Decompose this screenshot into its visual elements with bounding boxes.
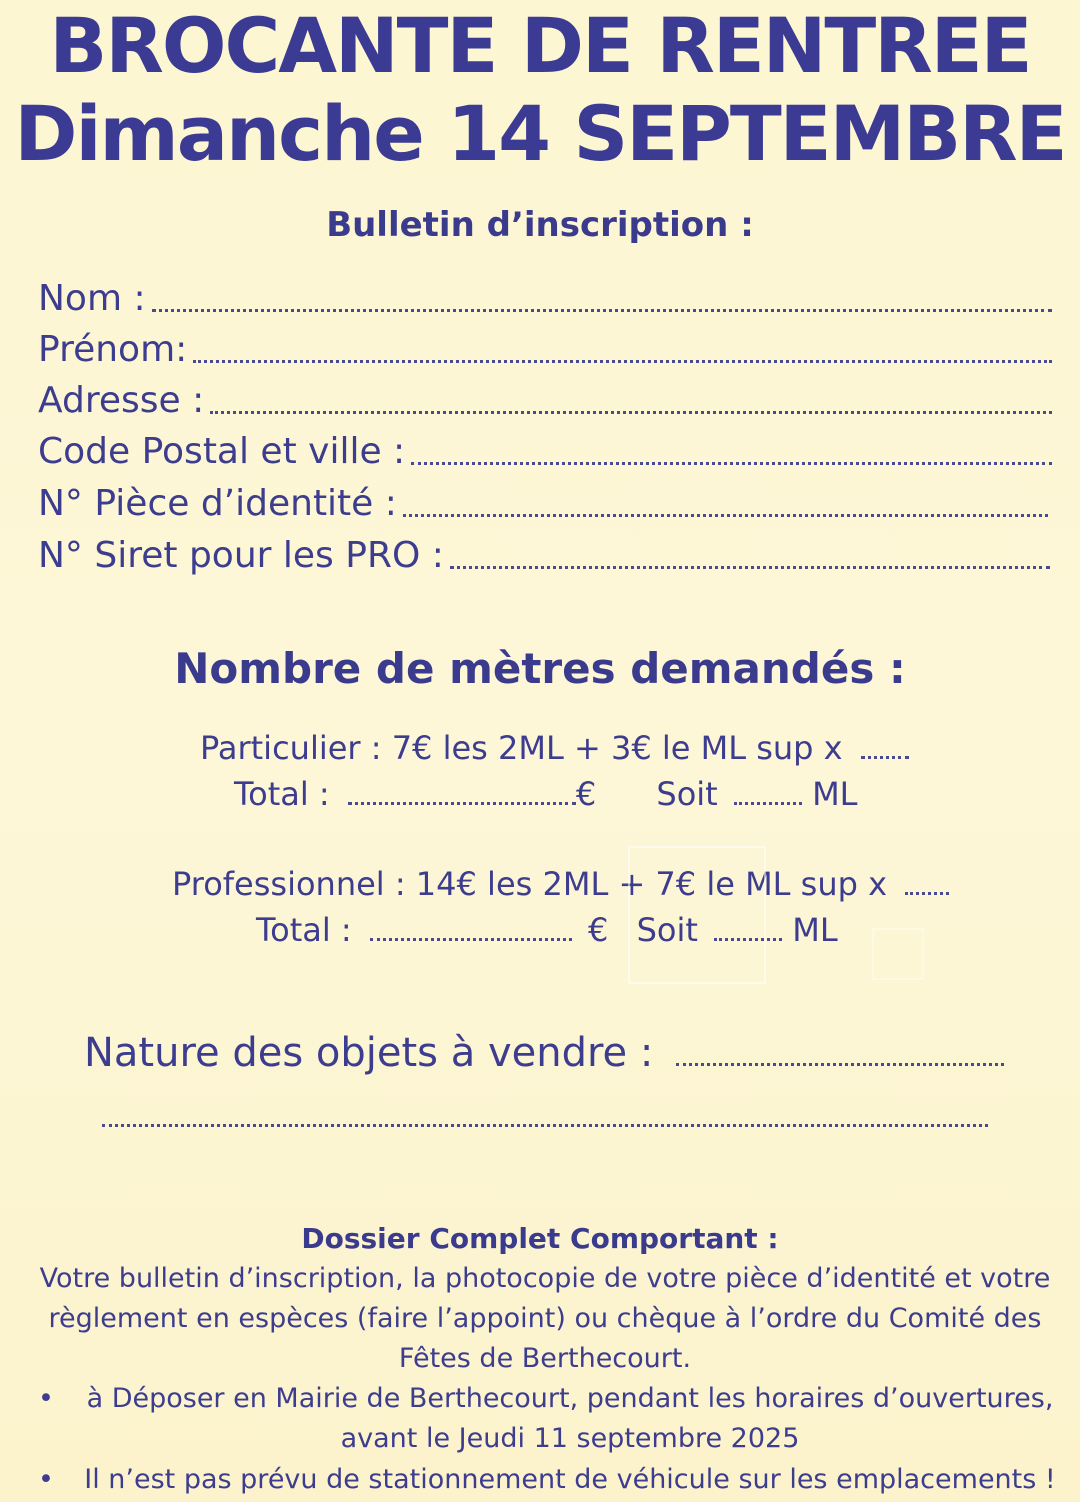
professionnel-soit-label: Soit [636,911,698,949]
nature-objets-second-line[interactable] [102,1120,988,1127]
particulier-soit-label: Soit [656,775,718,813]
faint-square-overlay [872,928,924,980]
event-date: Dimanche 14 SEPTEMBRE [14,89,1066,178]
particulier-total-line [234,774,858,814]
code-postal-label: Code Postal et ville : [38,431,406,472]
particulier-rate-line [200,728,909,768]
adresse-field[interactable] [38,378,1052,424]
adresse-dotted-line [210,401,1052,414]
professionnel-rate-line [172,864,949,904]
particulier-total-label: Total : [234,775,330,813]
particulier-ml-blank[interactable] [734,794,802,805]
professionnel-unit: ML [792,911,838,949]
prenom-field[interactable] [38,327,1052,373]
nature-objets-field[interactable] [84,1028,1004,1078]
form-subtitle: Bulletin d’inscription : [326,205,754,245]
professionnel-rate-text: Professionnel : 14€ les 2ML + 7€ le ML sup x [172,865,888,903]
adresse-label: Adresse : [38,380,205,421]
nom-label: Nom : [38,278,146,319]
siret-dotted-line [450,556,1050,569]
professionnel-total-blank[interactable] [370,930,572,941]
professionnel-total-label: Total : [256,911,352,949]
particulier-currency: € [575,775,597,813]
bullet-deposit [30,1379,1070,1459]
professionnel-quantity-blank[interactable] [905,884,949,895]
meters-title: Nombre de mètres demandés : [174,644,906,693]
code-postal-field[interactable] [38,429,1052,475]
dossier-paragraph: Votre bulletin d’inscription, la photocopie de votre pièce d’identité et votre règlement en espèces (faire l’appoint) ou chèque à l’ordre du Comité des Fêtes de Berthecourt. [39,1263,1051,1374]
faint-box-overlay [628,846,766,984]
professionnel-currency: € [588,911,609,949]
prenom-label: Prénom: [38,329,188,370]
dossier-title: Dossier Complet Comportant : [301,1222,779,1255]
particulier-rate-text: Particulier : 7€ les 2ML + 3€ le ML sup x [200,729,843,767]
event-title: BROCANTE DE RENTREE [49,1,1031,90]
particulier-unit: ML [812,775,858,813]
prenom-dotted-line [193,350,1052,363]
code-postal-dotted-line [411,452,1052,465]
nature-objets-label: Nature des objets à vendre : [84,1030,654,1076]
bullet-deposit-text: à Déposer en Mairie de Berthecourt, pendant les horaires d’ouvertures, avant le Jeudi 11 septembre 2025 [86,1383,1054,1454]
siret-field[interactable] [38,533,1050,579]
bullet-parking [30,1460,1070,1500]
bullet-parking-text: Il n’est pas prévu de stationnement de véhicule sur les emplacements ! [84,1464,1056,1495]
particulier-quantity-blank[interactable] [861,748,909,759]
piece-identite-field[interactable] [38,481,1048,527]
nature-objets-dotted-line[interactable] [676,1055,1004,1066]
nom-dotted-line [152,299,1052,312]
piece-identite-dotted-line [403,504,1048,517]
nom-field[interactable] [38,276,1052,322]
bullet-point-icon: • [38,1383,54,1414]
siret-label: N° Siret pour les PRO : [38,535,444,576]
particulier-total-blank[interactable] [348,794,576,805]
bullet-point-icon: • [38,1464,54,1495]
piece-identite-label: N° Pièce d’identité : [38,483,397,524]
